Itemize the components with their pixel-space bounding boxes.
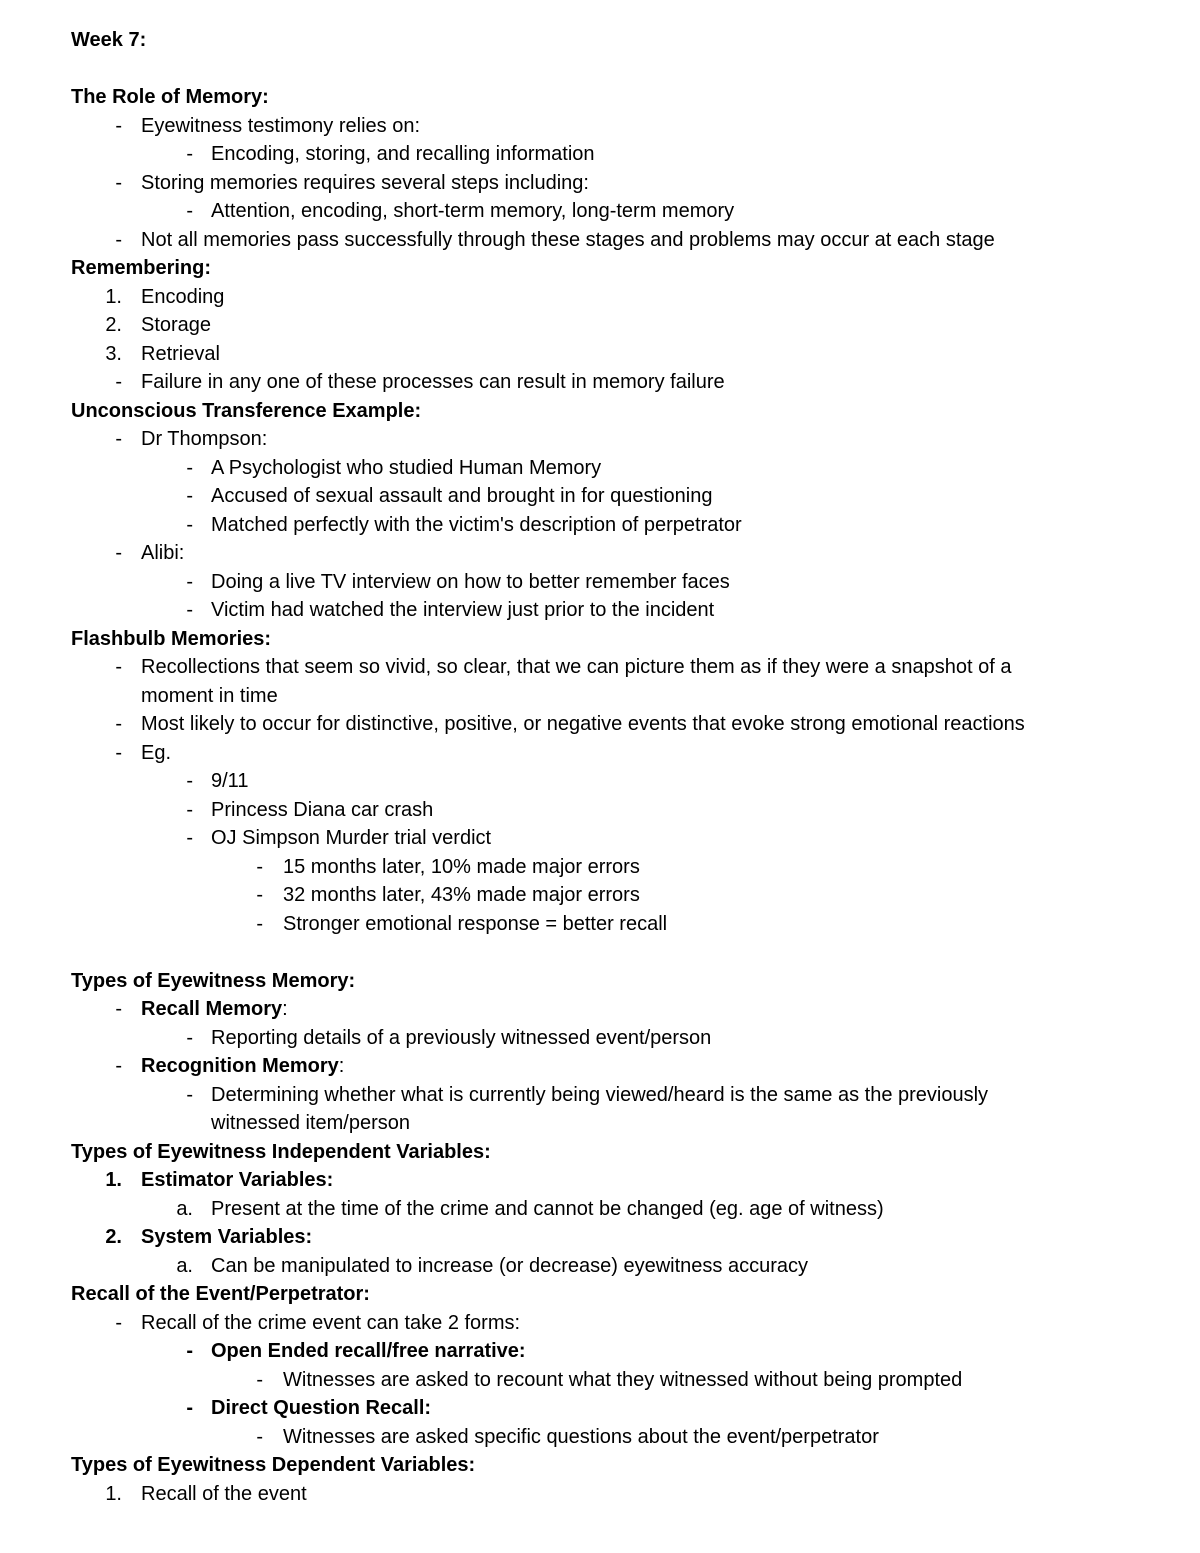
- list-item-text: Can be manipulated to increase (or decrease) eyewitness accuracy: [211, 1254, 808, 1277]
- list-item: [0, 539, 1200, 568]
- list-item-text: Retrieval: [141, 342, 220, 365]
- section-heading: [0, 83, 1200, 112]
- list-item-text: Dr Thompson:: [141, 428, 268, 450]
- list-item-content: [211, 1081, 988, 1110]
- list-item: [0, 1195, 1200, 1224]
- list-item-content: [141, 283, 224, 312]
- list-number: 2.: [105, 314, 122, 336]
- list-item-content: [211, 482, 712, 511]
- bullet-marker: -: [186, 1340, 193, 1362]
- list-item-content: [283, 853, 640, 882]
- list-item-text: Doing a live TV interview on how to better remember faces: [211, 570, 730, 593]
- section-heading-text: Recall of the Event/Perpetrator:: [71, 1283, 370, 1305]
- list-item: [0, 425, 1200, 454]
- list-item-text: Victim had watched the interview just prior to the incident: [211, 599, 715, 621]
- list-item-content: [211, 454, 601, 483]
- bullet-marker: -: [186, 485, 193, 507]
- section-heading-text: Remembering:: [71, 257, 212, 279]
- list-item: [0, 140, 1200, 169]
- bullet-marker: -: [256, 912, 263, 935]
- list-item: [0, 1337, 1200, 1366]
- page-title: [0, 26, 1200, 55]
- list-item-text: 15 months later, 10% made major errors: [283, 855, 640, 878]
- section-heading-text: Unconscious Transference Example:: [71, 399, 422, 422]
- list-item-content: [283, 1423, 879, 1452]
- list-item-content: [283, 881, 640, 910]
- list-item-content: [141, 1480, 307, 1509]
- bullet-marker: -: [115, 741, 122, 764]
- list-item-text: Witnesses are asked to recount what they witnessed without being prompted: [283, 1368, 963, 1391]
- list-item-text: Witnesses are asked specific questions about the event/perpetrator: [283, 1425, 879, 1448]
- section-heading-text: Flashbulb Memories:: [71, 627, 272, 650]
- list-item-content: [141, 368, 725, 397]
- list-item: [0, 1024, 1200, 1053]
- list-item-bold-text: Recognition Memory: [141, 1055, 339, 1077]
- list-item: [0, 311, 1200, 340]
- list-item-bold-text: System Variables:: [141, 1226, 313, 1248]
- bullet-marker: -: [115, 371, 122, 393]
- list-item: [0, 1081, 1200, 1110]
- section-heading: [0, 1280, 1200, 1309]
- list-item-content: [211, 1024, 711, 1053]
- bullet-marker: -: [115, 171, 122, 194]
- bullet-marker: -: [256, 1425, 263, 1448]
- list-item-content: [141, 425, 267, 454]
- bullet-marker: -: [186, 599, 193, 621]
- list-item-text: Recall of the event: [141, 1482, 307, 1505]
- list-item: [0, 710, 1200, 739]
- list-item: [0, 1166, 1200, 1195]
- list-item-text: Eg.: [141, 741, 172, 764]
- section-heading: [0, 397, 1200, 426]
- list-item: [0, 1109, 1200, 1138]
- list-item: [0, 767, 1200, 796]
- bullet-marker: -: [186, 770, 193, 792]
- bullet-marker: -: [115, 542, 122, 564]
- list-item: [0, 910, 1200, 939]
- list-number: 2.: [105, 1226, 122, 1248]
- list-item: [0, 112, 1200, 141]
- list-item-content: [141, 340, 220, 369]
- list-item-text: A Psychologist who studied Human Memory: [211, 456, 602, 479]
- list-item-text: Matched perfectly with the victim's description of perpetrator: [211, 513, 742, 536]
- list-item-content: [211, 796, 433, 825]
- list-item: [0, 482, 1200, 511]
- list-item-content: [141, 739, 171, 768]
- list-item-text: Accused of sexual assault and brought in for questioning: [211, 485, 713, 507]
- bullet-marker: -: [115, 228, 122, 251]
- list-item: [0, 1223, 1200, 1252]
- list-item: [0, 226, 1200, 255]
- list-item-text: Determining whether what is currently being viewed/heard is the same as the previously: [211, 1083, 989, 1106]
- list-item-content: [141, 682, 278, 711]
- list-item: [0, 1052, 1200, 1081]
- list-item-text: Encoding: [141, 285, 225, 308]
- bullet-marker: -: [186, 143, 193, 165]
- bullet-marker: -: [186, 1026, 193, 1049]
- list-item: [0, 454, 1200, 483]
- section-heading-text: The Role of Memory:: [71, 86, 269, 108]
- bullet-marker: -: [115, 656, 122, 678]
- list-item-content: [211, 1109, 410, 1138]
- bullet-marker: -: [186, 513, 193, 536]
- bullet-marker: -: [186, 456, 193, 479]
- list-item-text: Most likely to occur for distinctive, positive, or negative events that evoke strong emotional reactions: [141, 713, 1025, 735]
- list-number: a.: [176, 1197, 193, 1220]
- list-item-content: [283, 910, 667, 939]
- list-item-content: [211, 1252, 808, 1281]
- list-number: 1.: [105, 285, 122, 308]
- list-item-content: [141, 1223, 312, 1252]
- list-item-content: [211, 1195, 884, 1224]
- list-item-content: [141, 1166, 333, 1195]
- list-item-text: 9/11: [211, 770, 249, 792]
- bullet-marker: -: [115, 428, 122, 450]
- bullet-marker: -: [115, 998, 122, 1020]
- list-item: [0, 368, 1200, 397]
- list-item-text: Present at the time of the crime and cannot be changed (eg. age of witness): [211, 1197, 884, 1220]
- bullet-marker: -: [256, 1368, 263, 1391]
- document-page: [0, 26, 1200, 1508]
- list-item-content: [141, 539, 184, 568]
- list-item: [0, 1394, 1200, 1423]
- list-item-text: :: [338, 1055, 345, 1077]
- list-item-content: [141, 1309, 520, 1338]
- list-item-text: :: [282, 998, 288, 1020]
- blank-line: [0, 55, 1200, 84]
- list-item-content: [211, 824, 491, 853]
- list-item-text: Eyewitness testimony relies on:: [141, 114, 421, 137]
- list-number: a.: [176, 1254, 193, 1277]
- list-item-text: Recall of the crime event can take 2 forms:: [141, 1311, 521, 1334]
- blank-line: [0, 938, 1200, 967]
- list-item-text: Not all memories pass successfully through these stages and problems may occur at each stage: [141, 228, 995, 251]
- list-item: [0, 739, 1200, 768]
- list-item: [0, 653, 1200, 682]
- bullet-marker: -: [186, 1083, 193, 1106]
- section-heading-text: Types of Eyewitness Independent Variables:: [71, 1140, 491, 1163]
- section-heading: [0, 967, 1200, 996]
- list-item-text: witnessed item/person: [211, 1112, 410, 1134]
- list-item: [0, 283, 1200, 312]
- list-item-text: 32 months later, 43% made major errors: [283, 884, 640, 906]
- list-item-text: Stronger emotional response = better recall: [283, 912, 668, 935]
- page-title-text: Week 7:: [71, 29, 147, 51]
- list-item-content: [211, 511, 742, 540]
- bullet-marker: -: [115, 1055, 122, 1077]
- section-heading: [0, 625, 1200, 654]
- list-item: [0, 1252, 1200, 1281]
- bullet-marker: -: [186, 798, 193, 821]
- list-item-content: [211, 767, 248, 796]
- list-number: 3.: [105, 342, 122, 365]
- list-item: [0, 881, 1200, 910]
- section-heading: [0, 1451, 1200, 1480]
- bullet-marker: -: [256, 884, 263, 906]
- list-item-text: Encoding, storing, and recalling information: [211, 143, 595, 165]
- list-item-text: Storing memories requires several steps including:: [141, 171, 589, 194]
- list-item-text: Recollections that seem so vivid, so clear, that we can picture them as if they were a snapshot of a: [141, 656, 1012, 678]
- bullet-marker: -: [186, 1397, 193, 1419]
- list-item: [0, 1309, 1200, 1338]
- section-heading-text: Types of Eyewitness Memory:: [71, 969, 356, 992]
- list-item: [0, 568, 1200, 597]
- list-item-content: [141, 1052, 344, 1081]
- list-item-content: [141, 112, 420, 141]
- list-item-content: [211, 1394, 431, 1423]
- list-item-content: [211, 140, 595, 169]
- list-item: [0, 596, 1200, 625]
- list-item-bold-text: Estimator Variables:: [141, 1169, 334, 1191]
- list-number: 1.: [105, 1482, 122, 1505]
- list-item: [0, 682, 1200, 711]
- list-item-content: [141, 653, 1011, 682]
- list-item-bold-text: Open Ended recall/free narrative:: [211, 1340, 526, 1362]
- bullet-marker: -: [186, 570, 193, 593]
- list-item-content: [211, 568, 730, 597]
- list-number: 1.: [105, 1169, 122, 1191]
- list-item: [0, 197, 1200, 226]
- list-item-text: Attention, encoding, short-term memory, long-term memory: [211, 200, 735, 222]
- list-item-content: [211, 596, 714, 625]
- bullet-marker: -: [115, 1311, 122, 1334]
- list-item-text: Failure in any one of these processes can result in memory failure: [141, 371, 725, 393]
- list-item-content: [141, 169, 589, 198]
- list-item: [0, 824, 1200, 853]
- list-item-content: [141, 311, 211, 340]
- list-item-text: Storage: [141, 314, 212, 336]
- list-item-text: moment in time: [141, 684, 278, 707]
- bullet-marker: -: [115, 713, 122, 735]
- list-item-bold-text: Direct Question Recall:: [211, 1397, 432, 1419]
- list-item-content: [211, 1337, 526, 1366]
- list-item-content: [141, 710, 1025, 739]
- list-item: [0, 853, 1200, 882]
- section-heading-text: Types of Eyewitness Dependent Variables:: [71, 1454, 476, 1476]
- list-item: [0, 796, 1200, 825]
- bullet-marker: -: [186, 200, 193, 222]
- list-item: [0, 1480, 1200, 1509]
- list-item-bold-text: Recall Memory: [141, 998, 283, 1020]
- list-item-text: Princess Diana car crash: [211, 798, 434, 821]
- list-item-text: Alibi:: [141, 542, 185, 564]
- list-item-content: [283, 1366, 962, 1395]
- list-item-content: [141, 995, 288, 1024]
- list-item-text: OJ Simpson Murder trial verdict: [211, 827, 492, 849]
- section-heading: [0, 254, 1200, 283]
- list-item: [0, 995, 1200, 1024]
- list-item-content: [211, 197, 734, 226]
- bullet-marker: -: [115, 114, 122, 137]
- list-item: [0, 511, 1200, 540]
- list-item-content: [141, 226, 995, 255]
- bullet-marker: -: [256, 855, 263, 878]
- bullet-marker: -: [186, 827, 193, 849]
- list-item-text: Reporting details of a previously witnessed event/person: [211, 1026, 712, 1049]
- list-item: [0, 340, 1200, 369]
- section-heading: [0, 1138, 1200, 1167]
- list-item: [0, 1366, 1200, 1395]
- list-item: [0, 1423, 1200, 1452]
- list-item: [0, 169, 1200, 198]
